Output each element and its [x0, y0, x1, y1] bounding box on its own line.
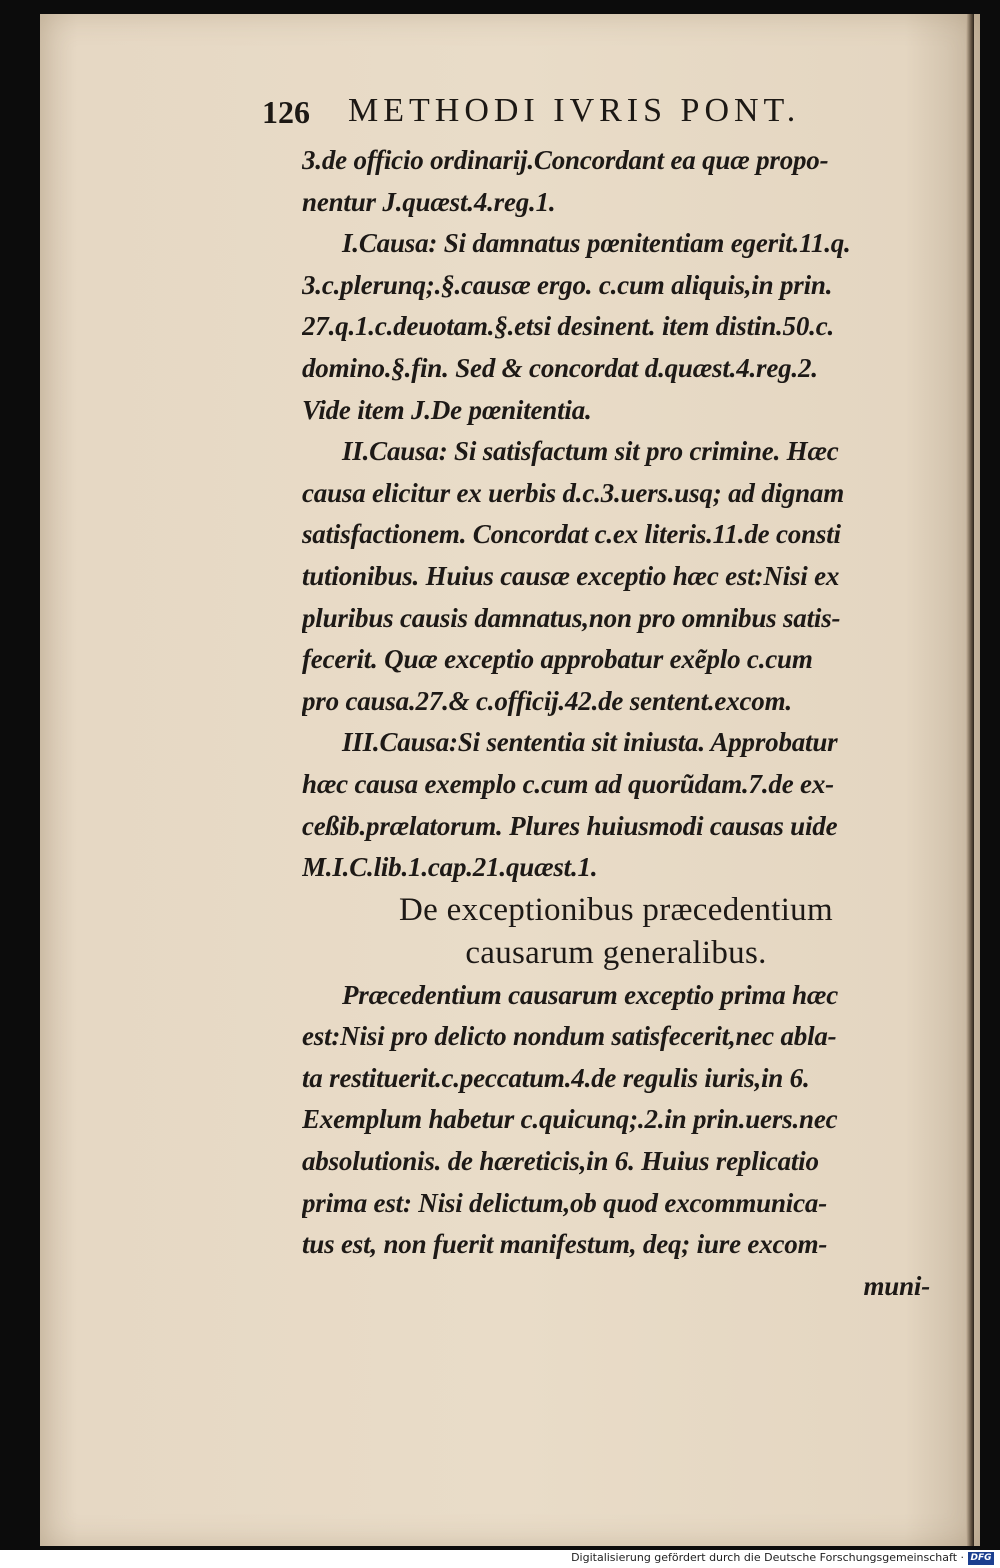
text-line: est:Nisi pro delicto nondum satisfecerit,nec abla- — [302, 1021, 837, 1052]
section-heading-line-1: De exceptionibus præcedentium — [399, 891, 833, 928]
text-line: nentur J.quæst.4.reg.1. — [302, 186, 556, 217]
text-line: pluribus causis damnatus,non pro omnibus satis- — [302, 602, 841, 633]
text-line: causa elicitur ex uerbis d.c.3.uers.usq; ad dignam — [302, 477, 845, 508]
page-edge-shadow — [966, 14, 974, 1546]
text-line: absolutionis. de hæreticis,in 6. Huius replicatio — [302, 1146, 819, 1177]
page-number: 126 — [262, 94, 310, 130]
text-line: pro causa.27.& c.officij.42.de sentent.excom. — [302, 685, 792, 716]
text-line: hæc causa exemplo c.cum ad quorũdam.7.de ex- — [302, 768, 834, 799]
text-line: satisfactionem. Concordat c.ex literis.11.de consti — [302, 519, 841, 550]
text-line: prima est: Nisi delictum,ob quod excommunica- — [302, 1187, 827, 1218]
running-title: METHODI IVRIS PONT. — [348, 92, 801, 129]
text-line: domino.§.fin. Sed & concordat d.quæst.4.reg.2. — [302, 352, 818, 383]
text-line: 3.c.plerunq;.§.causæ ergo. c.cum aliquis,in prin. — [302, 269, 833, 300]
text-line: ta restituerit.c.peccatum.4.de regulis iuris,in 6. — [302, 1062, 810, 1093]
text-line: tutionibus. Huius causæ exceptio hæc est:Nisi ex — [302, 560, 840, 591]
text-line: tus est, non fuerit manifestum, deq; iure excom- — [302, 1229, 828, 1260]
text-line: ceßib.prælatorum. Plures huiusmodi causas uide — [302, 810, 838, 841]
catchword: muni- — [863, 1270, 930, 1301]
text-line: III.Causa:Si sententia sit iniusta. Approbatur — [342, 727, 838, 758]
text-line: 3.de officio ordinarij.Concordant ea quæ propo- — [302, 145, 829, 175]
text-line: Præcedentium causarum exceptio prima hæc — [342, 979, 838, 1010]
page-body — [302, 140, 930, 1307]
text-line: M.I.C.lib.1.cap.21.quæst.1. — [302, 852, 598, 883]
section-heading-line-2: causarum generalibus. — [465, 934, 767, 971]
text-line: I.Causa: Si damnatus pœnitentiam egerit.11.q. — [342, 228, 851, 259]
text-line: Vide item J.De pœnitentia. — [302, 394, 592, 425]
dfg-logo-icon: DFG — [968, 1552, 994, 1565]
text-line: II.Causa: Si satisfactum sit pro crimine. Hæc — [342, 436, 839, 467]
page-header — [262, 92, 912, 136]
digitization-credit: Digitalisierung gefördert durch die Deutsche Forschungsgemeinschaft · — [571, 1551, 964, 1564]
text-line: fecerit. Quæ exceptio approbatur exẽplo c.cum — [302, 644, 813, 675]
text-line: Exemplum habetur c.quicunq;.2.in prin.uers.nec — [302, 1104, 838, 1135]
text-line: 27.q.1.c.deuotam.§.etsi desinent. item distin.50.c. — [302, 311, 835, 342]
